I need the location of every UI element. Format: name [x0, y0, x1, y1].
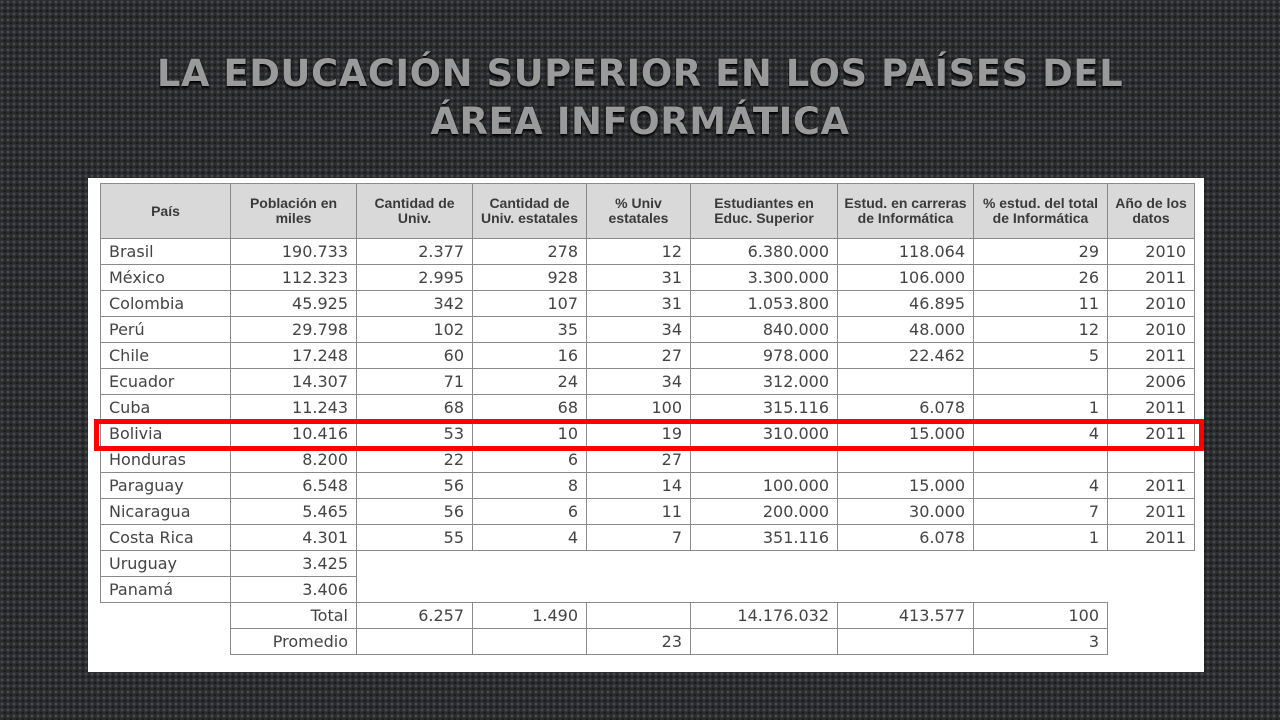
table-cell: 22.462	[838, 343, 974, 369]
table-cell: 11	[974, 291, 1108, 317]
country-cell: Brasil	[101, 239, 231, 265]
table-cell: 3	[974, 629, 1108, 655]
table-cell: 2011	[1108, 343, 1195, 369]
table-cell: 4	[974, 473, 1108, 499]
country-cell: Perú	[101, 317, 231, 343]
table-cell: 46.895	[838, 291, 974, 317]
table-cell: 2.377	[357, 239, 473, 265]
table-cell: 978.000	[691, 343, 838, 369]
table-cell: 106.000	[838, 265, 974, 291]
slide-title-line-2: ÁREA INFORMÁTICA	[430, 100, 850, 143]
total-row	[101, 603, 1195, 629]
table-cell: 27	[587, 447, 691, 473]
empty-area	[101, 603, 231, 629]
table-cell: 3.300.000	[691, 265, 838, 291]
table-cell: 6.257	[357, 603, 473, 629]
table-cell: 48.000	[838, 317, 974, 343]
table-cell: 278	[473, 239, 587, 265]
table-cell: 312.000	[691, 369, 838, 395]
table-cell	[838, 369, 974, 395]
table-cell: 24	[473, 369, 587, 395]
table-row	[101, 551, 1195, 577]
table-cell: 15.000	[838, 473, 974, 499]
table-cell: 3.425	[231, 551, 357, 577]
table-cell: 16	[473, 343, 587, 369]
table-cell: 2011	[1108, 473, 1195, 499]
table-cell: 60	[357, 343, 473, 369]
table-cell: 2011	[1108, 525, 1195, 551]
table-row	[101, 343, 1195, 369]
table-cell: 2010	[1108, 291, 1195, 317]
table-cell: 200.000	[691, 499, 838, 525]
table-cell: 6.548	[231, 473, 357, 499]
country-cell: Colombia	[101, 291, 231, 317]
table-cell	[838, 629, 974, 655]
table-cell: 118.064	[838, 239, 974, 265]
table-cell: 2011	[1108, 395, 1195, 421]
country-cell: Panamá	[101, 577, 231, 603]
table-cell: 22	[357, 447, 473, 473]
country-cell: Nicaragua	[101, 499, 231, 525]
header-data-year: Año de los datos	[1108, 184, 1195, 239]
country-cell: Ecuador	[101, 369, 231, 395]
table-row	[101, 395, 1195, 421]
table-cell: 2.995	[357, 265, 473, 291]
table-cell: 315.116	[691, 395, 838, 421]
table-cell: 107	[473, 291, 587, 317]
average-row	[101, 629, 1195, 655]
table-cell: 23	[587, 629, 691, 655]
table-cell: 68	[357, 395, 473, 421]
country-cell: Uruguay	[101, 551, 231, 577]
table-cell: 928	[473, 265, 587, 291]
table-cell: 10.416	[231, 421, 357, 447]
header-country: País	[101, 184, 231, 239]
table-cell: 112.323	[231, 265, 357, 291]
table-cell: 100	[587, 395, 691, 421]
table-row	[101, 473, 1195, 499]
table-cell: 6.078	[838, 525, 974, 551]
table-cell: 5	[974, 343, 1108, 369]
header-state-university-percent: % Univ estatales	[587, 184, 691, 239]
empty-area	[1108, 629, 1195, 655]
header-higher-ed-students: Estudiantes en Educ. Superior	[691, 184, 838, 239]
table-cell: 14.307	[231, 369, 357, 395]
table-cell: 1	[974, 395, 1108, 421]
table-cell: 11	[587, 499, 691, 525]
table-cell: 12	[587, 239, 691, 265]
table-cell: 56	[357, 473, 473, 499]
table-row	[101, 499, 1195, 525]
table-cell: 190.733	[231, 239, 357, 265]
country-cell: Bolivia	[101, 421, 231, 447]
table-cell: 29.798	[231, 317, 357, 343]
country-cell: Costa Rica	[101, 525, 231, 551]
table-cell: 2010	[1108, 317, 1195, 343]
table-cell: 342	[357, 291, 473, 317]
table-cell: 2011	[1108, 421, 1195, 447]
table-row	[101, 369, 1195, 395]
table-cell	[691, 629, 838, 655]
table-cell: 8	[473, 473, 587, 499]
table-cell: 34	[587, 317, 691, 343]
country-cell: Paraguay	[101, 473, 231, 499]
table-cell	[587, 603, 691, 629]
table-cell: 17.248	[231, 343, 357, 369]
table-cell: 3.406	[231, 577, 357, 603]
table-row	[101, 525, 1195, 551]
table-cell: 26	[974, 265, 1108, 291]
table-cell: 2011	[1108, 499, 1195, 525]
table-cell: 351.116	[691, 525, 838, 551]
table-row	[101, 239, 1195, 265]
table-cell: 840.000	[691, 317, 838, 343]
table-cell: 1.053.800	[691, 291, 838, 317]
table-cell: 30.000	[838, 499, 974, 525]
slide-title-line-1: LA EDUCACIÓN SUPERIOR EN LOS PAÍSES DEL	[156, 52, 1124, 95]
country-cell: Cuba	[101, 395, 231, 421]
table-cell: 6.078	[838, 395, 974, 421]
table-cell: 4.301	[231, 525, 357, 551]
table-cell: 53	[357, 421, 473, 447]
table-cell: 27	[587, 343, 691, 369]
table-row	[101, 291, 1195, 317]
table-cell: 10	[473, 421, 587, 447]
header-informatics-percent: % estud. del total de Informática	[974, 184, 1108, 239]
header-state-university-count: Cantidad de Univ. estatales	[473, 184, 587, 239]
table-cell: 2010	[1108, 239, 1195, 265]
empty-area	[1108, 603, 1195, 629]
header-population: Población en miles	[231, 184, 357, 239]
table-cell: 100.000	[691, 473, 838, 499]
table-cell: 102	[357, 317, 473, 343]
table-cell: 12	[974, 317, 1108, 343]
country-cell: Chile	[101, 343, 231, 369]
table-cell: 1.490	[473, 603, 587, 629]
table-row	[101, 265, 1195, 291]
table-cell: 6	[473, 447, 587, 473]
total-row-label: Total	[231, 603, 357, 629]
table-row	[101, 577, 1195, 603]
table-cell: 31	[587, 265, 691, 291]
table-cell: 7	[587, 525, 691, 551]
table-cell: 55	[357, 525, 473, 551]
table-cell: 14	[587, 473, 691, 499]
table-cell: 15.000	[838, 421, 974, 447]
header-informatics-students: Estud. en carreras de Informática	[838, 184, 974, 239]
table-row	[101, 317, 1195, 343]
table-cell: 31	[587, 291, 691, 317]
header-row	[101, 184, 1195, 239]
table-cell: 2006	[1108, 369, 1195, 395]
table-cell: 6.380.000	[691, 239, 838, 265]
slide-title	[0, 50, 1280, 146]
country-cell: Honduras	[101, 447, 231, 473]
table-cell	[473, 629, 587, 655]
table-cell: 4	[473, 525, 587, 551]
empty-area	[101, 629, 231, 655]
empty-area	[357, 577, 1195, 603]
table-cell: 29	[974, 239, 1108, 265]
table-cell	[357, 629, 473, 655]
table-cell: 34	[587, 369, 691, 395]
table-cell	[974, 369, 1108, 395]
table-cell: 6	[473, 499, 587, 525]
table-cell: 100	[974, 603, 1108, 629]
table-cell: 56	[357, 499, 473, 525]
table-cell: 71	[357, 369, 473, 395]
bolivia-highlight-box	[94, 419, 1204, 451]
header-university-count: Cantidad de Univ.	[357, 184, 473, 239]
average-row-label: Promedio	[231, 629, 357, 655]
table-cell: 4	[974, 421, 1108, 447]
table-cell: 5.465	[231, 499, 357, 525]
table-cell: 310.000	[691, 421, 838, 447]
empty-area	[357, 551, 1195, 577]
table-cell: 1	[974, 525, 1108, 551]
table-cell: 2011	[1108, 265, 1195, 291]
table-cell: 8.200	[231, 447, 357, 473]
table-cell: 14.176.032	[691, 603, 838, 629]
table-cell: 413.577	[838, 603, 974, 629]
table-cell: 7	[974, 499, 1108, 525]
table-cell: 35	[473, 317, 587, 343]
table-cell: 19	[587, 421, 691, 447]
table-cell: 11.243	[231, 395, 357, 421]
table-cell: 68	[473, 395, 587, 421]
country-cell: México	[101, 265, 231, 291]
table-cell: 45.925	[231, 291, 357, 317]
